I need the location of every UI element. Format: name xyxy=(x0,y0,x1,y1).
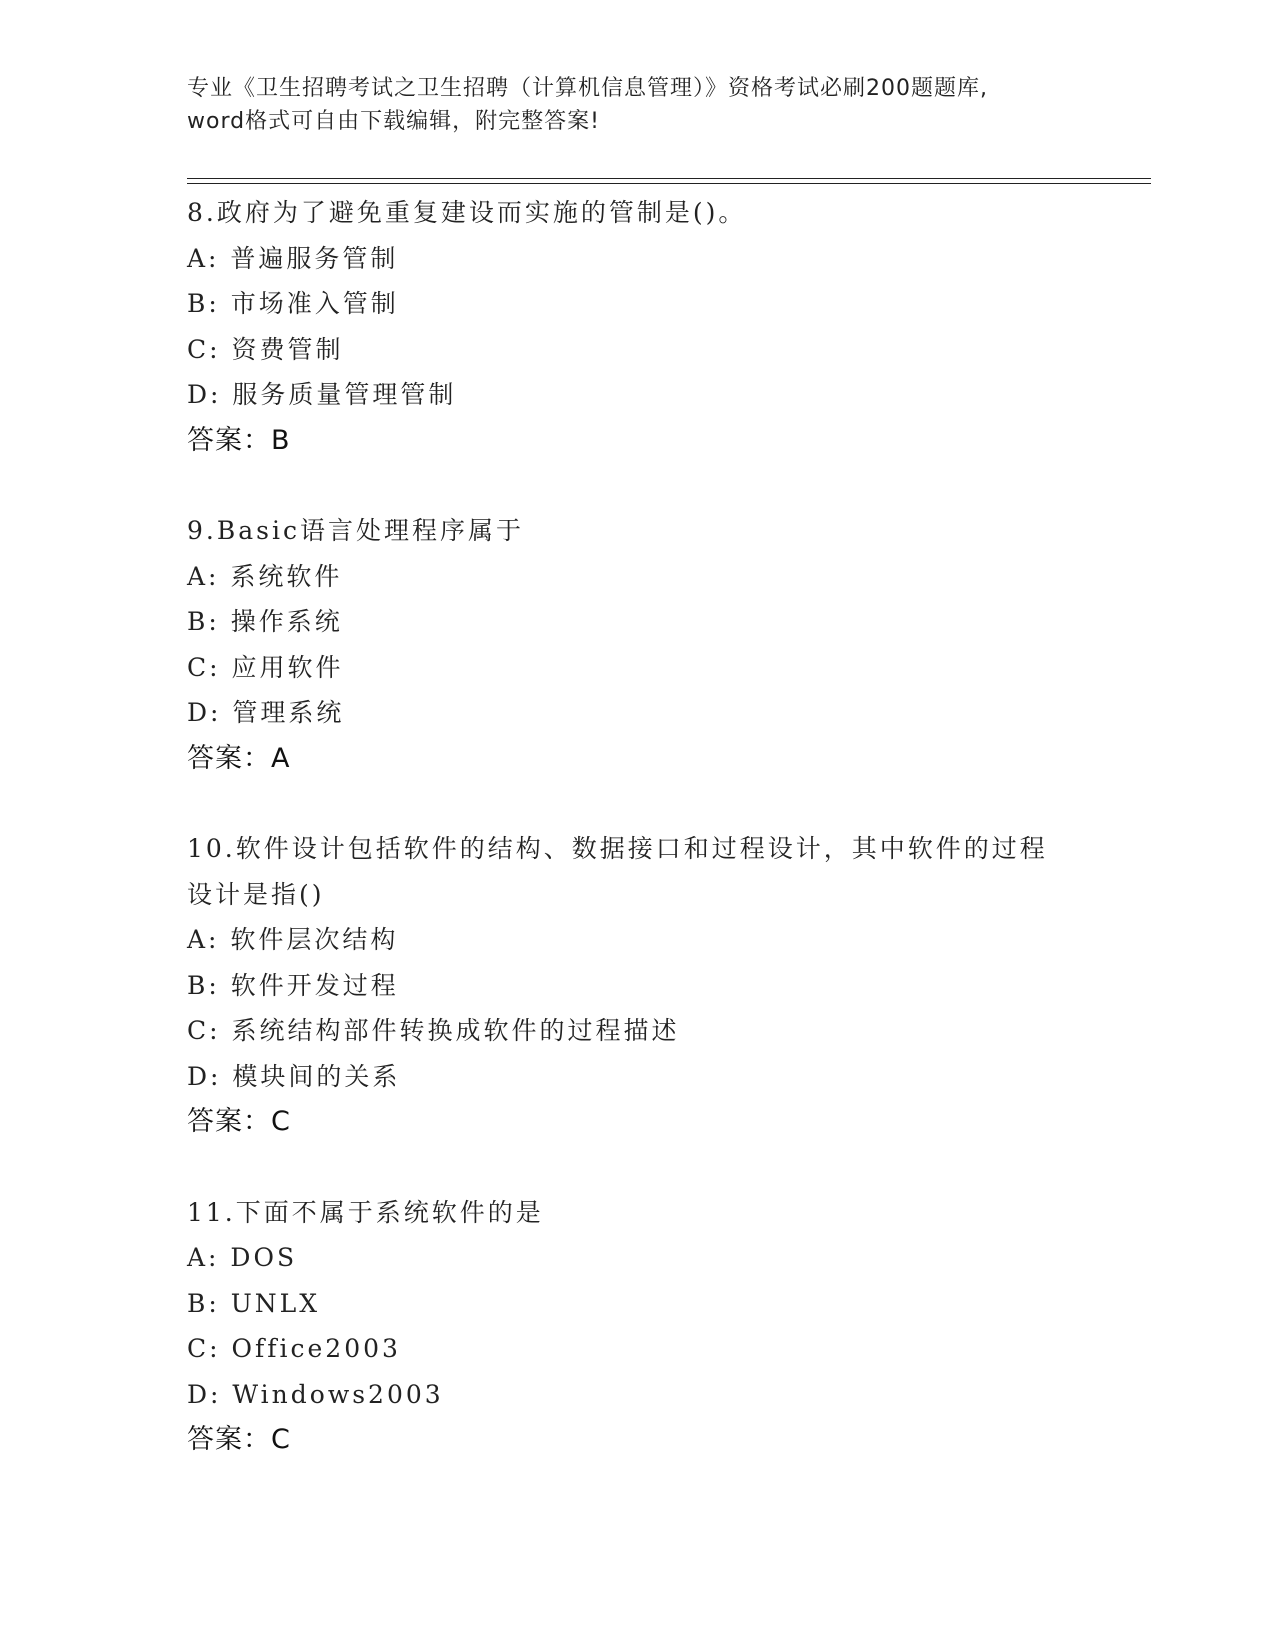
option-d: D: 模块间的关系 xyxy=(187,1061,401,1091)
option-a: A: 系统软件 xyxy=(187,561,343,591)
answer-line: 答案：C xyxy=(187,1424,291,1455)
option-a: A: 普遍服务管制 xyxy=(187,243,399,273)
question-9 xyxy=(187,508,1087,781)
question-stem-continued: 设计是指() xyxy=(187,879,325,909)
option-b: B: UNLX xyxy=(187,1288,321,1318)
option-d: D: 服务质量管理管制 xyxy=(187,380,457,409)
question-stem: 10.软件设计包括软件的结构、数据接口和过程设计，其中软件的过程 xyxy=(187,834,1048,863)
question-stem: 8.政府为了避免重复建设而实施的管制是()。 xyxy=(187,198,747,227)
question-10 xyxy=(187,826,1087,1145)
option-c: C: 系统结构部件转换成软件的过程描述 xyxy=(187,1016,680,1045)
answer-line: 答案：B xyxy=(187,424,291,456)
option-b: B: 操作系统 xyxy=(187,607,343,636)
header-divider-bottom xyxy=(187,183,1151,184)
question-stem: 9.Basic语言处理程序属于 xyxy=(187,516,524,545)
option-a: A: 软件层次结构 xyxy=(187,925,399,954)
answer-line: 答案：A xyxy=(187,742,291,774)
header-line-2: word格式可自由下载编辑，附完整答案! xyxy=(187,109,600,134)
header-divider-top xyxy=(187,178,1151,179)
option-c: C: Office2003 xyxy=(187,1334,401,1363)
question-11 xyxy=(187,1190,1087,1463)
question-8 xyxy=(187,190,1087,463)
question-list xyxy=(187,190,1087,1463)
spacer xyxy=(187,1145,1087,1190)
question-stem: 11.下面不属于系统软件的是 xyxy=(187,1197,544,1227)
header-line-1: 专业《卫生招聘考试之卫生招聘（计算机信息管理）》资格考试必刷200题题库, xyxy=(187,76,988,101)
option-d: D: Windows2003 xyxy=(187,1379,444,1409)
document-header xyxy=(187,72,1087,138)
option-d: D: 管理系统 xyxy=(187,698,345,727)
answer-line: 答案：C xyxy=(187,1106,291,1137)
spacer xyxy=(187,463,1087,508)
option-c: C: 应用软件 xyxy=(187,652,344,682)
option-b: B: 市场准入管制 xyxy=(187,289,399,318)
option-b: B: 软件开发过程 xyxy=(187,970,399,1000)
option-c: C: 资费管制 xyxy=(187,334,344,364)
option-a: A: DOS xyxy=(187,1243,298,1272)
spacer xyxy=(187,781,1087,826)
